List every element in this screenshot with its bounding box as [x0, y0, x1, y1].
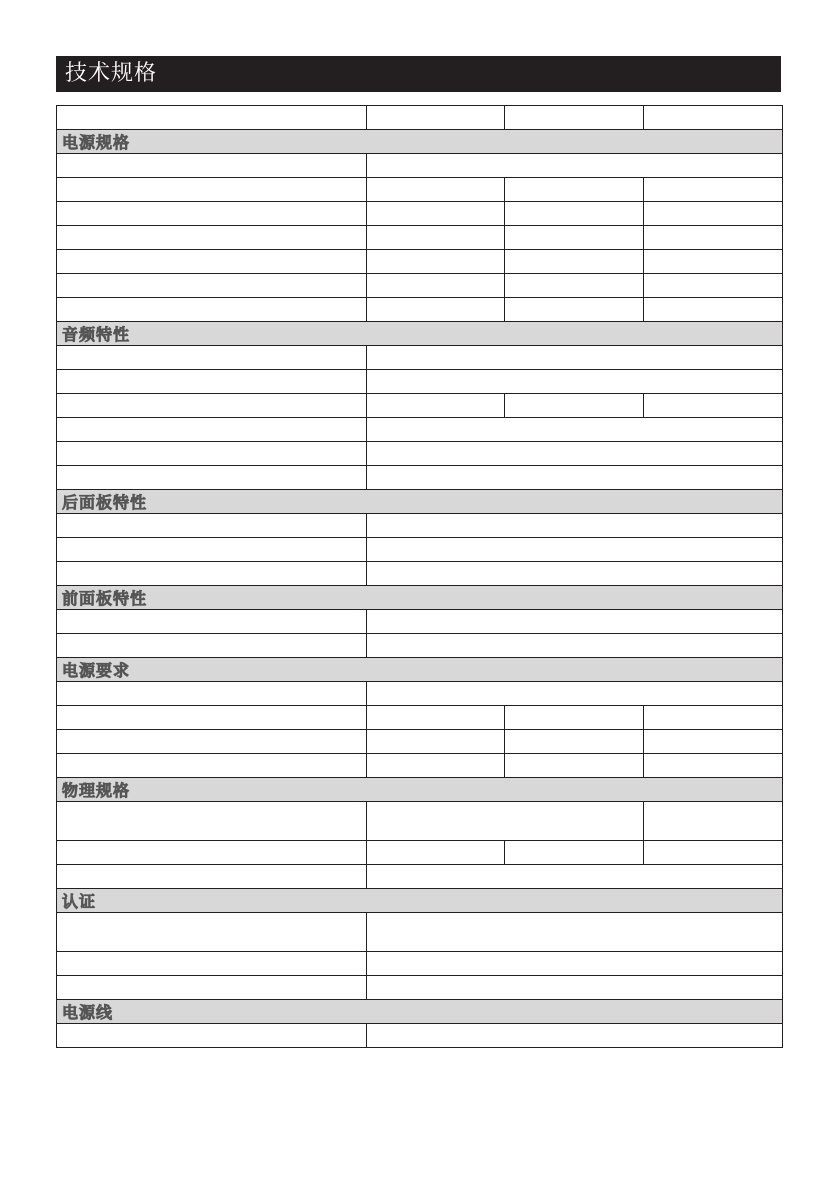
table-cell — [57, 682, 367, 706]
section-header-front-panel — [57, 586, 783, 610]
table-row — [57, 154, 783, 178]
section-header-power-cord — [57, 1000, 783, 1024]
section-header-certification — [57, 889, 783, 913]
table-cell — [367, 226, 505, 250]
table-cell — [57, 976, 367, 1000]
section-label: 前面板特性 — [57, 586, 783, 610]
table-cell — [505, 274, 644, 298]
table-cell — [57, 442, 367, 466]
section-header-audio — [57, 322, 783, 346]
table-cell — [367, 514, 783, 538]
table-row — [57, 610, 783, 634]
table-cell — [644, 706, 783, 730]
table-cell — [644, 106, 783, 130]
table-cell — [57, 538, 367, 562]
section-label: 电源要求 — [57, 658, 783, 682]
table-cell — [367, 274, 505, 298]
table-row — [57, 178, 783, 202]
table-cell — [367, 562, 783, 586]
table-cell — [57, 466, 367, 490]
table-row — [57, 1024, 783, 1048]
table-cell — [505, 226, 644, 250]
table-cell — [505, 202, 644, 226]
table-row — [57, 346, 783, 370]
table-cell — [57, 394, 367, 418]
table-row — [57, 706, 783, 730]
spec-table — [56, 105, 783, 1048]
table-cell — [367, 865, 783, 889]
table-row — [57, 976, 783, 1000]
section-label: 认证 — [57, 889, 783, 913]
title-bar — [56, 56, 781, 92]
table-cell — [57, 802, 367, 841]
table-row — [57, 442, 783, 466]
section-label: 电源规格 — [57, 130, 783, 154]
table-cell — [367, 730, 505, 754]
table-cell — [367, 538, 783, 562]
section-header-physical — [57, 778, 783, 802]
table-cell — [367, 466, 783, 490]
table-cell — [505, 754, 644, 778]
section-header-power-requirements — [57, 658, 783, 682]
table-row — [57, 226, 783, 250]
table-cell — [505, 178, 644, 202]
table-cell — [367, 394, 505, 418]
table-row — [57, 202, 783, 226]
table-cell — [644, 730, 783, 754]
table-row — [57, 682, 783, 706]
table-cell — [505, 394, 644, 418]
table-cell — [57, 274, 367, 298]
table-cell — [57, 226, 367, 250]
table-cell — [505, 841, 644, 865]
table-row — [57, 394, 783, 418]
table-cell — [367, 154, 783, 178]
table-cell — [57, 562, 367, 586]
table-cell — [644, 394, 783, 418]
table-row — [57, 730, 783, 754]
table-cell — [644, 178, 783, 202]
table-cell — [644, 274, 783, 298]
table-cell — [505, 298, 644, 322]
table-cell — [367, 952, 783, 976]
table-cell — [644, 841, 783, 865]
section-label: 物理规格 — [57, 778, 783, 802]
table-cell — [367, 976, 783, 1000]
table-cell — [644, 226, 783, 250]
table-cell — [57, 154, 367, 178]
table-cell — [57, 202, 367, 226]
table-cell — [57, 952, 367, 976]
table-cell — [57, 754, 367, 778]
table-row — [57, 865, 783, 889]
table-cell — [367, 418, 783, 442]
table-cell — [57, 298, 367, 322]
table-row — [57, 841, 783, 865]
table-cell — [505, 730, 644, 754]
table-cell — [644, 298, 783, 322]
table-cell — [644, 754, 783, 778]
table-cell — [505, 706, 644, 730]
table-cell — [367, 841, 505, 865]
table-row — [57, 754, 783, 778]
table-cell — [57, 841, 367, 865]
table-cell — [57, 346, 367, 370]
page-title: 技术规格 — [65, 61, 158, 86]
table-cell — [57, 706, 367, 730]
section-label: 音频特性 — [57, 322, 783, 346]
table-row — [57, 634, 783, 658]
table-cell — [57, 1024, 367, 1048]
table-row — [57, 298, 783, 322]
table-cell — [367, 610, 783, 634]
table-cell — [57, 514, 367, 538]
table-cell — [367, 298, 505, 322]
table-cell — [367, 754, 505, 778]
table-cell — [367, 442, 783, 466]
table-cell — [367, 682, 783, 706]
table-cell — [57, 418, 367, 442]
table-row — [57, 562, 783, 586]
table-cell — [367, 913, 783, 952]
table-cell — [57, 370, 367, 394]
table-cell — [644, 802, 783, 841]
table-row — [57, 250, 783, 274]
table-cell — [57, 178, 367, 202]
table-row — [57, 538, 783, 562]
table-cell — [367, 202, 505, 226]
table-cell — [57, 634, 367, 658]
table-cell — [367, 250, 505, 274]
table-cell — [644, 202, 783, 226]
table-cell — [57, 865, 367, 889]
table-cell — [367, 370, 783, 394]
table-row — [57, 514, 783, 538]
section-header-power-specs — [57, 130, 783, 154]
table-row — [57, 466, 783, 490]
table-row — [57, 274, 783, 298]
table-cell — [505, 250, 644, 274]
table-cell — [367, 106, 505, 130]
table-row — [57, 418, 783, 442]
table-row — [57, 802, 783, 841]
table-cell — [644, 250, 783, 274]
table-row — [57, 106, 783, 130]
table-row — [57, 370, 783, 394]
table-cell — [367, 1024, 783, 1048]
table-cell — [367, 802, 644, 841]
section-header-rear-panel — [57, 490, 783, 514]
section-label: 后面板特性 — [57, 490, 783, 514]
table-cell — [505, 106, 644, 130]
table-row — [57, 952, 783, 976]
table-cell — [367, 178, 505, 202]
table-cell — [367, 706, 505, 730]
table-row — [57, 913, 783, 952]
table-cell — [57, 610, 367, 634]
table-cell — [367, 634, 783, 658]
table-cell — [57, 106, 367, 130]
table-cell — [57, 913, 367, 952]
table-cell — [57, 250, 367, 274]
section-label: 电源线 — [57, 1000, 783, 1024]
table-cell — [57, 730, 367, 754]
table-cell — [367, 346, 783, 370]
